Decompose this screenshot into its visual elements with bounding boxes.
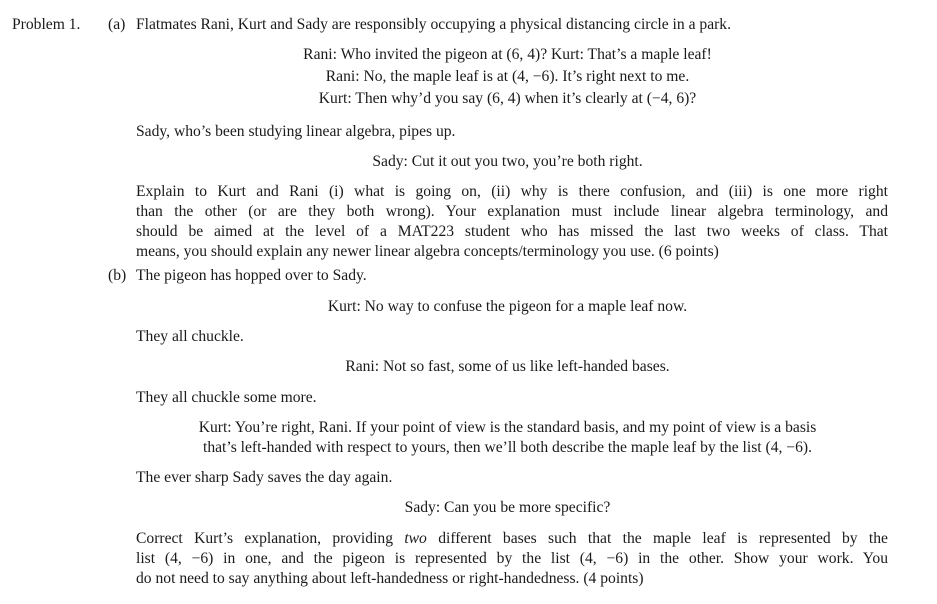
dialogue-line: Rani: Who invited the pigeon at (6, 4)? Kurt: That’s a maple leaf!	[303, 46, 712, 63]
dialogue-line: Rani: No, the maple leaf is at (4, −6). It’s right next to me.	[325, 68, 690, 85]
task-text-line: should be aimed at the level of a MAT223 student who has missed the last two weeks of class. That	[136, 223, 888, 240]
task-text-segment: different bases such that the maple leaf is represented by the	[438, 530, 888, 547]
problem-label: Problem 1.	[12, 16, 81, 33]
task-text-line: do not need to say anything about left-handedness or right-handedness. (4 points)	[136, 570, 644, 587]
part-a-label: (a)	[108, 16, 126, 33]
part-a-intro: Flatmates Rani, Kurt and Sady are responsibly occupying a physical distancing circle in a park.	[136, 16, 731, 33]
task-text-line: than the other (or are they both wrong). Your explanation must include linear algebra terminology, and	[136, 203, 888, 220]
dialogue-line: Sady: Can you be more specific?	[404, 499, 611, 516]
dialogue-line: Kurt: You’re right, Rani. If your point of view is the standard basis, and my point of view is a basis	[198, 419, 817, 436]
task-text-line: means, you should explain any newer linear algebra concepts/terminology you use. (6 points)	[136, 243, 719, 260]
task-text-line: Explain to Kurt and Rani (i) what is going on, (ii) why is there confusion, and (iii) is one more right	[136, 183, 888, 200]
narration: They all chuckle.	[136, 328, 244, 345]
dialogue-line: Sady: Cut it out you two, you’re both right.	[372, 153, 643, 170]
emphasis-text: two	[404, 530, 427, 547]
part-b-label: (b)	[108, 267, 127, 284]
task-text-segment: Correct Kurt’s explanation, providing	[136, 530, 393, 547]
dialogue-line: Kurt: No way to confuse the pigeon for a maple leaf now.	[327, 298, 688, 315]
task-text-line: list (4, −6) in one, and the pigeon is represented by the list (4, −6) in the other. Show your work. You	[136, 550, 888, 567]
dialogue-line: Kurt: Then why’d you say (6, 4) when it’s clearly at (−4, 6)?	[318, 90, 697, 107]
narration: Sady, who’s been studying linear algebra, pipes up.	[136, 123, 456, 140]
narration: They all chuckle some more.	[136, 389, 317, 406]
task-text-line	[136, 529, 888, 549]
dialogue-line: Rani: Not so fast, some of us like left-handed bases.	[345, 358, 670, 375]
narration: The ever sharp Sady saves the day again.	[136, 469, 393, 486]
dialogue-line: that’s left-handed with respect to yours, then we’ll both describe the maple leaf by the list (4, −6).	[203, 439, 812, 456]
part-b-intro: The pigeon has hopped over to Sady.	[136, 267, 367, 284]
